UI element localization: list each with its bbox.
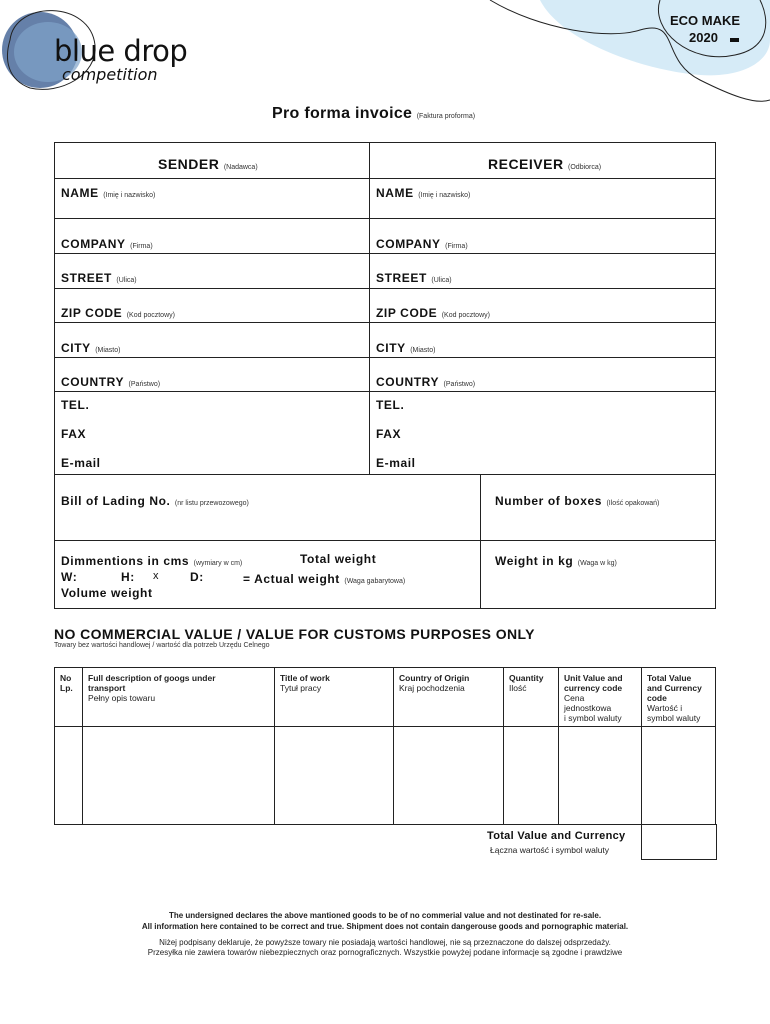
receiver-country-sub: (Państwo) bbox=[443, 381, 476, 388]
receiver-city-label: CITY bbox=[376, 341, 406, 355]
dimensions-field[interactable] bbox=[61, 552, 242, 570]
number-of-boxes-label: Number of boxes bbox=[495, 494, 603, 508]
col-total-text: Total Value bbox=[647, 673, 692, 683]
sender-street-label: STREET bbox=[61, 271, 112, 285]
col-origin-text-pl: Kraj pochodzenia bbox=[399, 683, 465, 693]
col-total-value-header bbox=[647, 673, 702, 723]
col-unit-text-pl2: jednostkowa bbox=[564, 703, 612, 713]
col-origin-header bbox=[399, 673, 469, 693]
col-desc-text-pl: Pełny opis towaru bbox=[88, 693, 156, 703]
number-of-boxes-field[interactable] bbox=[495, 492, 659, 510]
sender-city-label: CITY bbox=[61, 341, 91, 355]
number-of-boxes-sub: (Ilość opakowań) bbox=[606, 500, 660, 507]
col-desc-text2: transport bbox=[88, 683, 126, 693]
receiver-company-field[interactable] bbox=[376, 235, 468, 253]
receiver-heading bbox=[488, 156, 601, 174]
eco-make-badge-line1: ECO MAKE bbox=[670, 13, 741, 28]
receiver-name-field[interactable] bbox=[376, 184, 470, 202]
sender-zip-label: ZIP CODE bbox=[61, 306, 123, 320]
weight-kg-sub: (Waga w kg) bbox=[577, 560, 617, 567]
col-title-text-pl: Tytuł pracy bbox=[280, 683, 322, 693]
sender-zip-field[interactable] bbox=[61, 304, 175, 322]
title-sub: (Faktura proforma) bbox=[416, 113, 476, 120]
actual-weight-label: = Actual weight bbox=[243, 572, 340, 586]
sender-street-field[interactable] bbox=[61, 269, 137, 287]
sender-tel-field[interactable]: TEL. bbox=[61, 398, 90, 412]
sender-name-sub: (Imię i nazwisko) bbox=[103, 192, 156, 199]
col-total-text3: code bbox=[647, 693, 667, 703]
goods-row-qty-cell[interactable] bbox=[504, 727, 557, 824]
sender-company-sub: (Firma) bbox=[130, 243, 153, 250]
goods-row-origin-cell[interactable] bbox=[394, 727, 502, 824]
receiver-name-sub: (Imię i nazwisko) bbox=[418, 192, 471, 199]
col-quantity-header bbox=[509, 673, 543, 693]
page-title bbox=[272, 105, 475, 123]
logo-text-sub: competition bbox=[62, 65, 158, 84]
declaration-en-line1: The undersigned declares the above mantioned goods to be of no commerial value and not destinated for re-sale. bbox=[168, 911, 602, 920]
weight-kg-label: Weight in kg bbox=[495, 554, 574, 568]
receiver-street-label: STREET bbox=[376, 271, 427, 285]
sender-country-label: COUNTRY bbox=[61, 375, 125, 389]
col-description-header bbox=[88, 673, 216, 703]
sender-email-field[interactable]: E-mail bbox=[61, 456, 101, 470]
goods-row-total-cell[interactable] bbox=[642, 727, 715, 824]
sender-country-field[interactable] bbox=[61, 373, 160, 391]
sender-company-label: COMPANY bbox=[61, 237, 126, 251]
volume-weight-label[interactable]: Volume weight bbox=[61, 586, 153, 600]
sender-name-label: NAME bbox=[61, 186, 99, 200]
col-desc-text: Full description of googs under bbox=[88, 673, 216, 683]
sender-heading bbox=[158, 156, 258, 174]
receiver-country-field[interactable] bbox=[376, 373, 475, 391]
eco-make-badge-line2: 2020 bbox=[689, 30, 718, 45]
sender-zip-sub: (Kod pocztowy) bbox=[126, 312, 175, 319]
sender-company-field[interactable] bbox=[61, 235, 153, 253]
address-divider bbox=[369, 142, 370, 475]
bill-of-lading-label: Bill of Lading No. bbox=[61, 494, 171, 508]
sender-street-sub: (Ulica) bbox=[116, 277, 137, 284]
sender-city-sub: (Miasto) bbox=[95, 347, 121, 354]
title-main: Pro forma invoice bbox=[272, 105, 413, 122]
col-no-text-pl: Lp. bbox=[60, 683, 73, 693]
goods-row-no-cell[interactable] bbox=[55, 727, 81, 824]
receiver-name-label: NAME bbox=[376, 186, 414, 200]
col-unit-text2: currency code bbox=[564, 683, 623, 693]
col-total-text-pl1: Wartość i bbox=[647, 703, 683, 713]
total-value-label: Total Value and Currency bbox=[487, 830, 626, 842]
total-value-sublabel: Łączna wartość i symbol waluty bbox=[490, 845, 610, 855]
receiver-company-sub: (Firma) bbox=[445, 243, 468, 250]
receiver-street-sub: (Ulica) bbox=[431, 277, 452, 284]
declaration-pl-line2: Przesyłka nie zawiera towarów niebezpiecznych oraz pornograficznych. Wszystkie powyżej podane informacje są zgodne i prawdziwe bbox=[147, 948, 623, 957]
depth-label[interactable]: D: bbox=[190, 570, 204, 584]
dimensions-sub: (wymiary w cm) bbox=[193, 560, 243, 567]
receiver-country-label: COUNTRY bbox=[376, 375, 440, 389]
col-unit-text-pl3: i symbol waluty bbox=[564, 713, 622, 723]
actual-weight-sub: (Waga gabarytowa) bbox=[344, 578, 406, 585]
goods-row-title-cell[interactable] bbox=[275, 727, 392, 824]
bill-of-lading-field[interactable] bbox=[61, 492, 249, 510]
col-qty-text: Quantity bbox=[509, 673, 544, 683]
col-no-text: No bbox=[60, 673, 72, 683]
col-unit-value-header bbox=[564, 673, 623, 723]
col-title-header bbox=[280, 673, 330, 693]
weight-kg-field[interactable] bbox=[495, 552, 617, 570]
receiver-heading-sub: (Odbiorca) bbox=[568, 164, 602, 171]
bill-of-lading-sub: (nr listu przewozowego) bbox=[174, 500, 249, 507]
sender-fax-field[interactable]: FAX bbox=[61, 427, 87, 441]
dimensions-label: Dimmentions in cms bbox=[61, 554, 190, 568]
logo-text-main: blue drop bbox=[54, 34, 188, 68]
sender-city-field[interactable] bbox=[61, 339, 120, 357]
receiver-email-field[interactable]: E-mail bbox=[376, 456, 416, 470]
width-label[interactable]: W: bbox=[61, 570, 78, 584]
declaration-pl-line1: Niżej podpisany deklaruje, że powyższe towary nie posiadają wartości handlowej, nie są przeznaczone do dalszej odsprzedaży. bbox=[159, 938, 611, 947]
receiver-city-field[interactable] bbox=[376, 339, 435, 357]
actual-weight-field[interactable] bbox=[243, 570, 405, 588]
total-weight-label: Total weight bbox=[300, 552, 377, 566]
receiver-zip-field[interactable] bbox=[376, 304, 490, 322]
sender-heading-text: SENDER bbox=[158, 156, 220, 172]
col-total-text-pl2: symbol waluty bbox=[647, 713, 701, 723]
eco-make-dash bbox=[730, 38, 739, 42]
col-title-text: Title of work bbox=[280, 673, 330, 683]
col-no-header bbox=[60, 673, 73, 693]
receiver-company-label: COMPANY bbox=[376, 237, 441, 251]
receiver-street-field[interactable] bbox=[376, 269, 452, 287]
customs-subheading: Towary bez wartości handlowej / wartość dla potrzeb Urzędu Celnego bbox=[54, 642, 270, 649]
receiver-zip-sub: (Kod pocztowy) bbox=[441, 312, 490, 319]
declaration-en-line2: All information here contained to be correct and true. Shipment does not contain dangerouse goods and pornographic material. bbox=[141, 922, 629, 931]
col-qty-text-pl: Ilość bbox=[509, 683, 527, 693]
goods-row-unit-cell[interactable] bbox=[559, 727, 640, 824]
receiver-fax-field[interactable]: FAX bbox=[376, 427, 402, 441]
sender-name-field[interactable] bbox=[61, 184, 155, 202]
receiver-heading-text: RECEIVER bbox=[488, 156, 564, 172]
times-sign: x bbox=[153, 570, 159, 582]
col-unit-text-pl1: Cena bbox=[564, 693, 585, 703]
sender-country-sub: (Państwo) bbox=[128, 381, 161, 388]
receiver-city-sub: (Miasto) bbox=[410, 347, 436, 354]
sender-heading-sub: (Nadawca) bbox=[223, 164, 258, 171]
receiver-zip-label: ZIP CODE bbox=[376, 306, 438, 320]
customs-heading: NO COMMERCIAL VALUE / VALUE FOR CUSTOMS PURPOSES ONLY bbox=[54, 626, 535, 642]
goods-row-desc-cell[interactable] bbox=[83, 727, 273, 824]
col-unit-text: Unit Value and bbox=[564, 673, 623, 683]
receiver-tel-field[interactable]: TEL. bbox=[376, 398, 405, 412]
total-value-input[interactable] bbox=[641, 824, 717, 860]
col-origin-text: Country of Origin bbox=[399, 673, 470, 683]
col-total-text2: and Currency bbox=[647, 683, 702, 693]
height-label[interactable]: H: bbox=[121, 570, 135, 584]
shipping-divider bbox=[480, 474, 481, 609]
